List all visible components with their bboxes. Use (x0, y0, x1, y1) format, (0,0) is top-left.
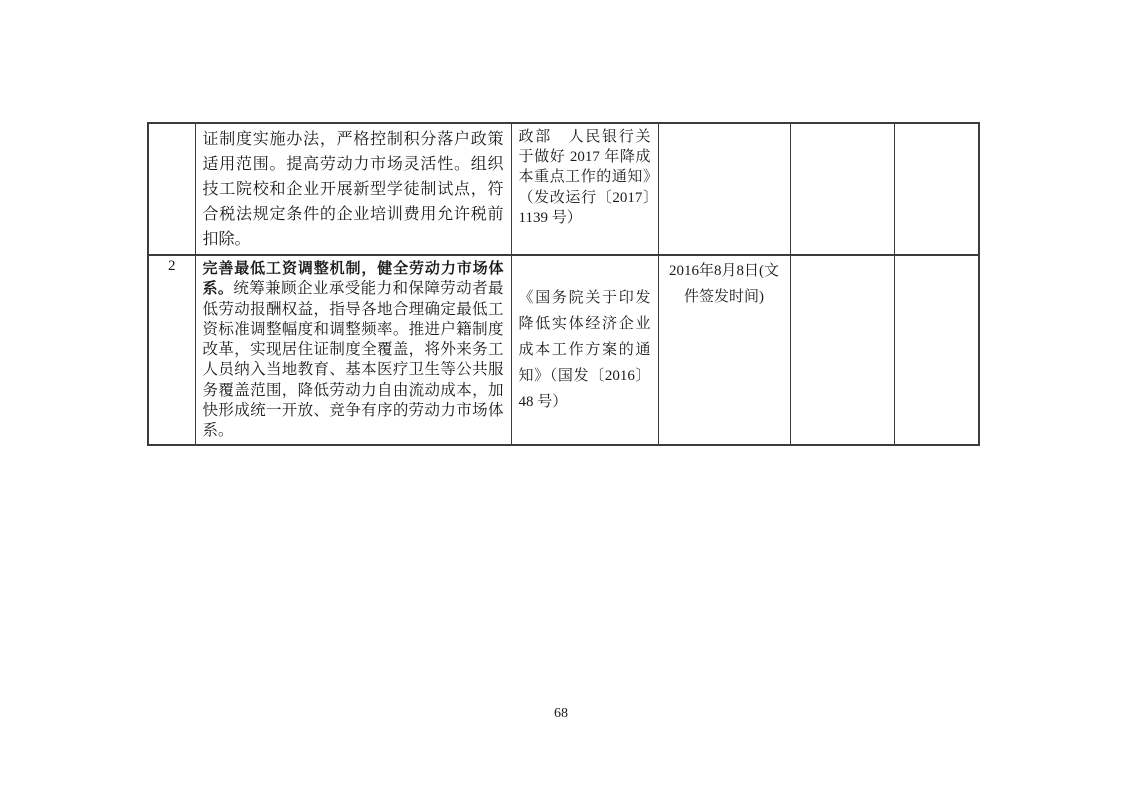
source-document-text: 政部 人民银行关于做好 2017 年降成本重点工作的通知》（发改运行〔2017〕1139 号） (518, 129, 651, 226)
table-row (148, 123, 979, 255)
empty-cell-1 (790, 123, 894, 255)
policy-measure-text: 证制度实施办法，严格控制积分落户政策适用范围。提高劳动力市场灵活性。组织技工院校和企业开展新型学徒制试点，符合税法规定条件的企业培训费用允许税前扣除。 (202, 131, 504, 248)
empty-cell-1 (790, 255, 894, 445)
issue-date-text: 2016年8月8日(文件签发时间) (669, 263, 779, 305)
row-index-cell (148, 123, 195, 255)
source-document-text: 《国务院关于印发降低实体经济企业成本工作方案的通知》（国发〔2016〕48 号） (518, 289, 651, 410)
policy-table (147, 122, 980, 446)
page-number: 68 (554, 706, 568, 721)
empty-cell-2 (894, 255, 979, 445)
policy-measure-text: 统筹兼顾企业承受能力和保障劳动者最低劳动报酬权益，指导各地合理确定最低工资标准调整幅度和调整频率。推进户籍制度改革，实现居住证制度全覆盖，将外来务工人员纳入当地教育、基本医疗卫生等公共服务覆盖范围，降低劳动力自由流动成本，加快形成统一开放、竞争有序的劳动力市场体系。 (202, 280, 504, 440)
table-row (148, 255, 979, 445)
issue-date-cell (658, 255, 790, 445)
policy-measure-heading: 完善最低工资调整机制，健全劳动力市场体系。 (202, 260, 504, 298)
issue-date-cell (658, 123, 790, 255)
policy-measure-cell (195, 123, 511, 255)
row-index-cell (148, 255, 195, 445)
row-index: 2 (168, 258, 176, 274)
empty-cell-2 (894, 123, 979, 255)
policy-measure-cell (195, 255, 511, 445)
source-document-cell (511, 255, 658, 445)
source-document-cell (511, 123, 658, 255)
